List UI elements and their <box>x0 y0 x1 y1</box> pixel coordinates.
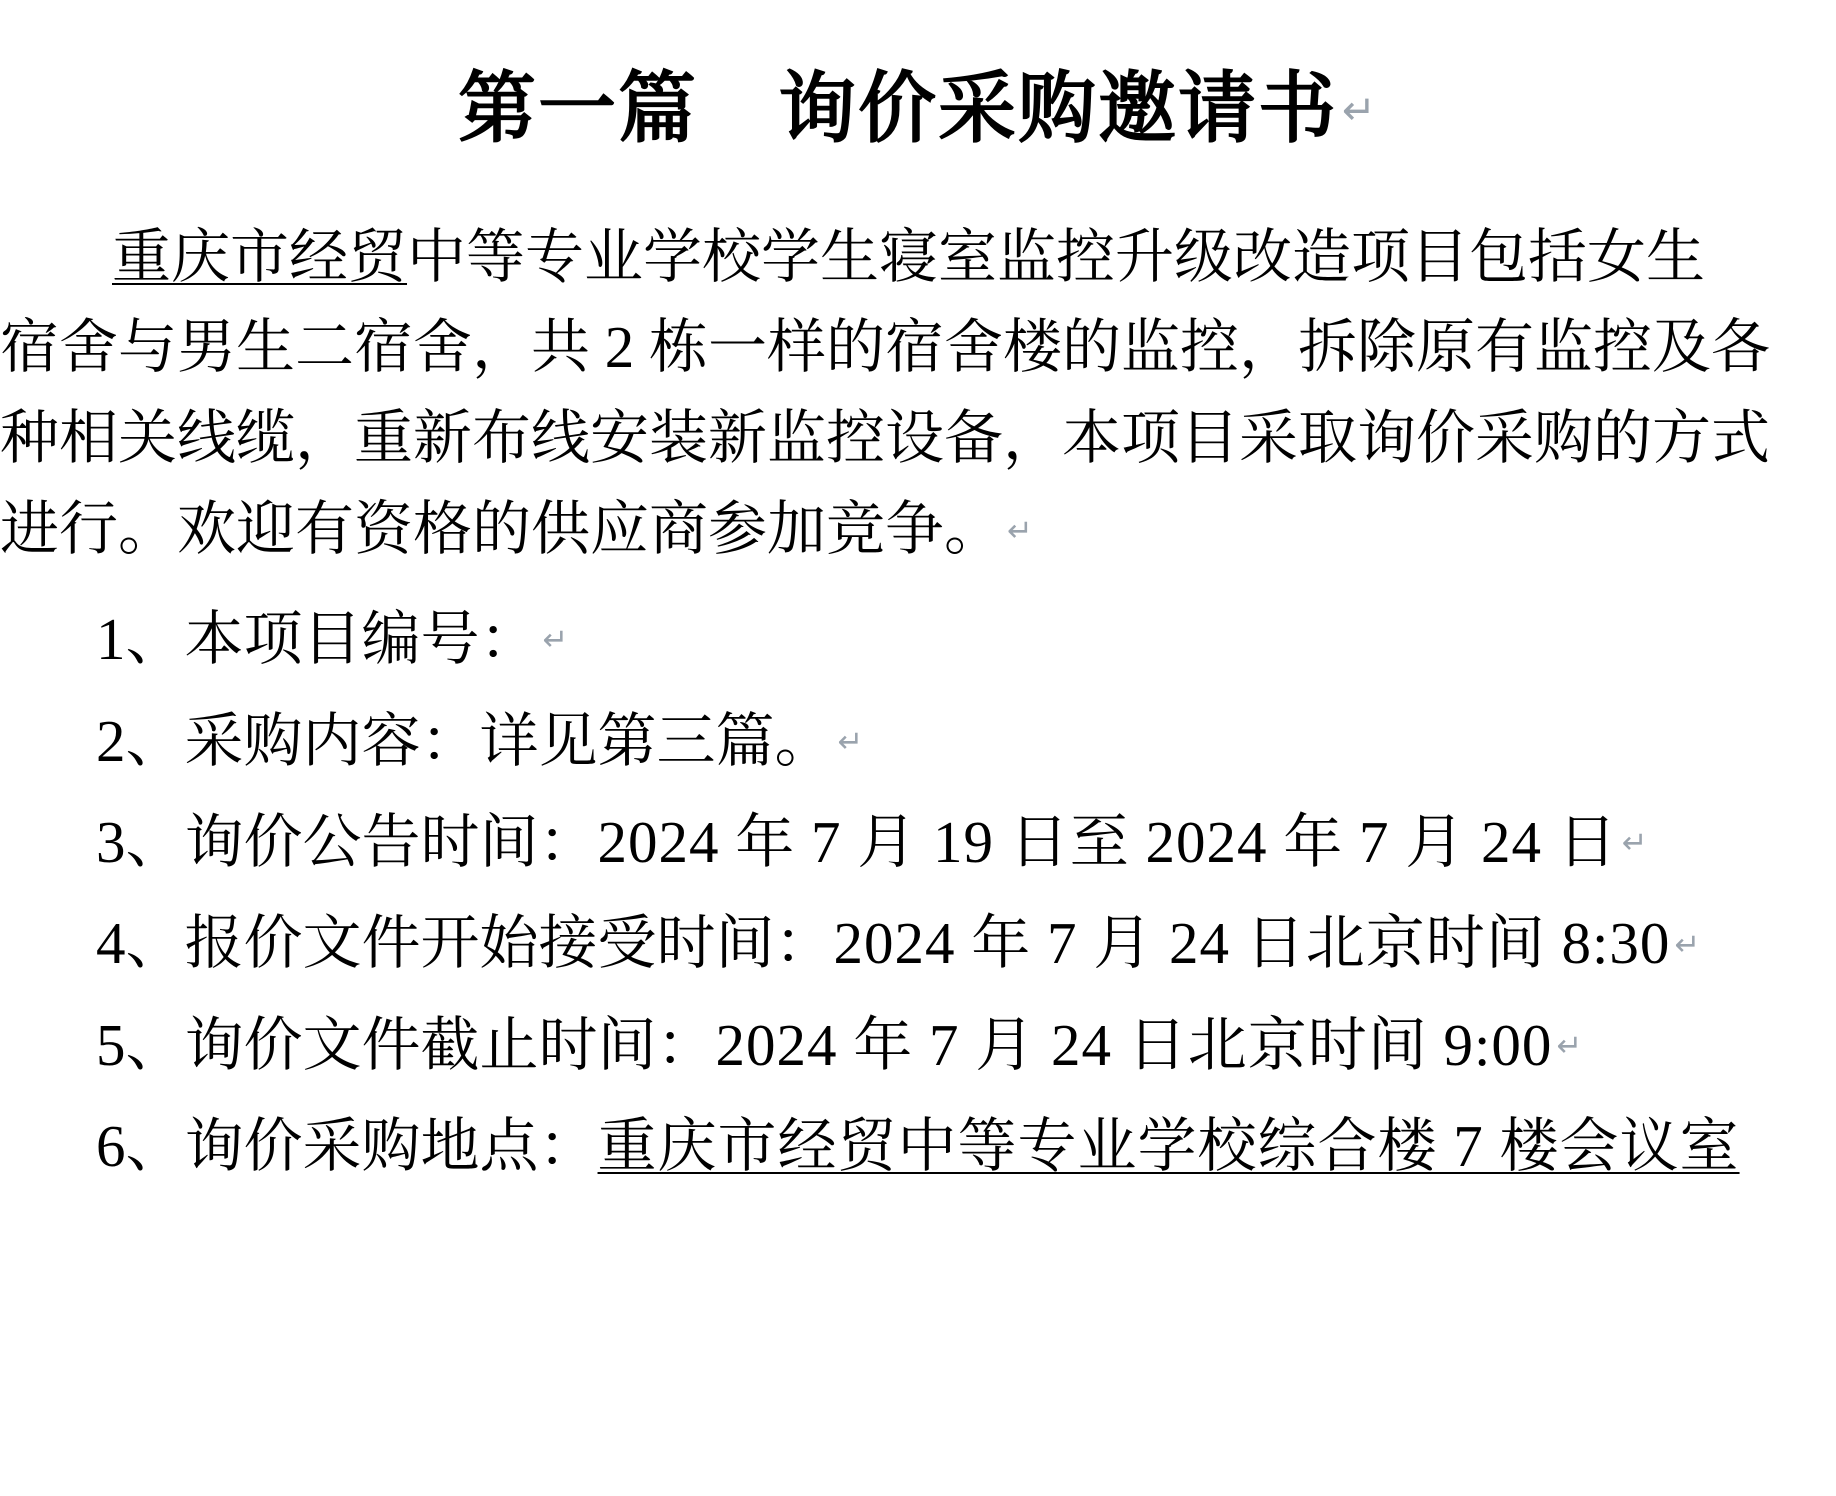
item-value: 2024 年 7 月 24 日北京时间 9:00 <box>715 1011 1553 1078</box>
paragraph-mark-icon: ↵ <box>542 623 569 659</box>
intro-paragraph-line-3 <box>0 393 1830 484</box>
invitation-item-list <box>0 589 1830 1198</box>
paragraph-mark-icon: ↵ <box>837 724 864 760</box>
item-label: 询价文件截止时间： <box>184 1011 716 1078</box>
item-number: 6、 <box>96 1113 185 1180</box>
paragraph-mark-icon: ↵ <box>1556 1029 1583 1065</box>
item-label: 采购内容： <box>184 707 480 774</box>
item-value: 详见第三篇。 <box>479 707 834 774</box>
item-value: 2024 年 7 月 19 日至 2024 年 7 月 24 日 <box>597 808 1618 875</box>
item-label: 询价采购地点： <box>184 1113 598 1180</box>
document-page <box>0 62 1836 1496</box>
intro-paragraph-line-4 <box>0 484 1830 575</box>
list-item <box>0 589 1830 690</box>
paragraph-mark-icon: ↵ <box>1342 85 1378 134</box>
item-number: 3、 <box>96 808 185 875</box>
item-number: 5、 <box>96 1011 185 1078</box>
item-number: 1、 <box>96 606 185 673</box>
item-value: 2024 年 7 月 24 日北京时间 8:30 <box>833 910 1671 977</box>
list-item <box>0 1096 1830 1197</box>
paragraph-mark-icon: ↵ <box>1621 826 1648 862</box>
intro-paragraph-line-1 <box>0 212 1830 303</box>
intro-paragraph-line-2 <box>0 302 1830 393</box>
document-body <box>0 212 1836 1198</box>
page-title-text: 第一篇 询价采购邀请书 <box>458 65 1339 152</box>
item-number: 2、 <box>96 707 185 774</box>
item-label: 本项目编号： <box>184 606 539 673</box>
item-value: 重庆市经贸中等专业学校综合楼 7 楼会议室 <box>597 1113 1740 1180</box>
list-item <box>0 792 1830 893</box>
list-item <box>0 893 1830 994</box>
intro-line-3-text: 种相关线缆，重新布线安装新监控设备，本项目采取询价采购的方式 <box>0 405 1771 472</box>
intro-line-4-text: 进行。欢迎有资格的供应商参加竞争。 <box>0 496 1004 563</box>
intro-line-2-text: 宿舍与男生二宿舍，共 2 栋一样的宿舍楼的监控，拆除原有监控及各 <box>0 314 1771 381</box>
list-item <box>0 691 1830 792</box>
underlined-entity-name: 重庆市经贸 <box>112 223 408 290</box>
list-item <box>0 995 1830 1096</box>
intro-line-1-rest: 中等专业学校学生寝室监控升级改造项目包括女生 <box>407 223 1706 290</box>
item-label: 报价文件开始接受时间： <box>184 910 834 977</box>
item-label: 询价公告时间： <box>184 808 598 875</box>
page-title <box>0 62 1836 156</box>
item-number: 4、 <box>96 910 185 977</box>
paragraph-mark-icon: ↵ <box>1674 927 1701 963</box>
paragraph-mark-icon: ↵ <box>1007 513 1033 549</box>
